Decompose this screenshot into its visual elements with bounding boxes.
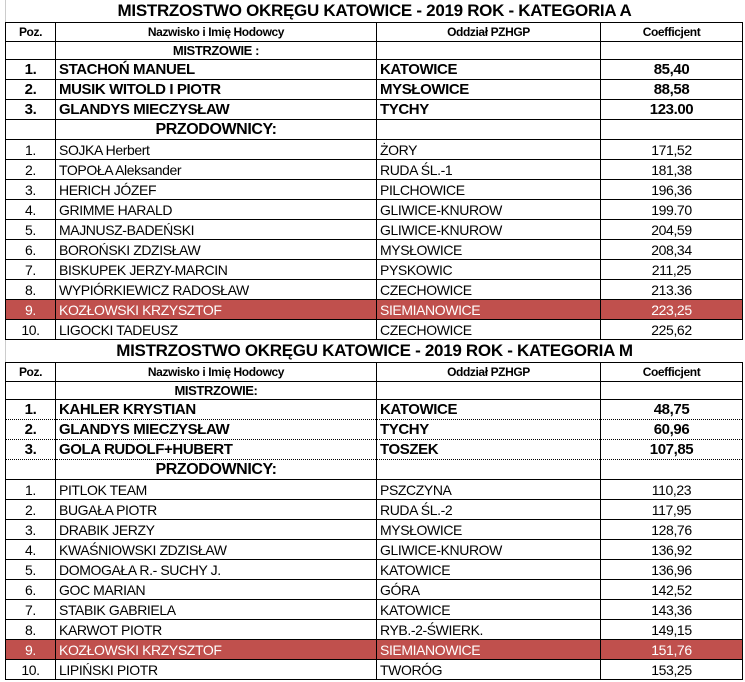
position-cell: 1. <box>6 60 56 80</box>
table-row <box>6 600 743 620</box>
breeder-name-cell: STACHOŃ MANUEL <box>56 60 377 80</box>
masters-label: MISTRZOWIE : <box>56 42 377 60</box>
table-row <box>6 220 743 240</box>
breeder-name-cell: MAJNUSZ-BADEŃSKI <box>56 220 377 240</box>
category-section <box>0 0 745 340</box>
breeder-name-cell: KWAŚNIOWSKI ZDZISŁAW <box>56 540 377 560</box>
table-row <box>6 320 743 340</box>
branch-cell: TYCHY <box>377 420 601 440</box>
coefficient-cell: 196,36 <box>601 180 743 200</box>
coefficient-cell: 60,96 <box>601 420 743 440</box>
table-row <box>6 200 743 220</box>
branch-cell: MYSŁOWICE <box>377 80 601 100</box>
position-cell: 5. <box>6 560 56 580</box>
position-cell: 6. <box>6 580 56 600</box>
position-cell: 2. <box>6 500 56 520</box>
branch-cell: TOSZEK <box>377 440 601 460</box>
branch-cell: MYSŁOWICE <box>377 240 601 260</box>
coefficient-cell: 142,52 <box>601 580 743 600</box>
table-row <box>6 500 743 520</box>
breeder-name-cell: GOLA RUDOLF+HUBERT <box>56 440 377 460</box>
breeder-name-cell: BISKUPEK JERZY-MARCIN <box>56 260 377 280</box>
coefficient-cell: 85,40 <box>601 60 743 80</box>
branch-cell: GLIWICE-KNUROW <box>377 200 601 220</box>
coefficient-cell: 88,58 <box>601 80 743 100</box>
highlighted-row <box>6 640 743 660</box>
column-header: Poz. <box>6 363 56 382</box>
table-row <box>6 140 743 160</box>
branch-cell: GÓRA <box>377 580 601 600</box>
branch-cell: GLIWICE-KNUROW <box>377 220 601 240</box>
position-cell: 4. <box>6 200 56 220</box>
column-header: Nazwisko i Imię Hodowcy <box>56 363 377 382</box>
branch-cell: TWORÓG <box>377 660 601 680</box>
branch-cell: RUDA ŚL.-2 <box>377 500 601 520</box>
master-row <box>6 80 743 100</box>
leaders-label: PRZODOWNICY: <box>56 460 377 480</box>
breeder-name-cell: HERICH JÓZEF <box>56 180 377 200</box>
branch-cell: MYSŁOWICE <box>377 520 601 540</box>
breeder-name-cell: WYPIÓRKIEWICZ RADOSŁAW <box>56 280 377 300</box>
branch-cell: KATOWICE <box>377 600 601 620</box>
position-cell: 10. <box>6 660 56 680</box>
branch-cell: PILCHOWICE <box>377 180 601 200</box>
coefficient-cell: 204,59 <box>601 220 743 240</box>
column-header: Coefficjent <box>601 23 743 42</box>
position-cell: 2. <box>6 160 56 180</box>
branch-cell: SIEMIANOWICE <box>377 300 601 320</box>
coefficient-cell: 211,25 <box>601 260 743 280</box>
coefficient-cell: 128,76 <box>601 520 743 540</box>
coefficient-cell: 117,95 <box>601 500 743 520</box>
branch-cell: RYB.-2-ŚWIERK. <box>377 620 601 640</box>
column-header: Oddział PZHGP <box>377 363 601 382</box>
branch-cell: TYCHY <box>377 100 601 120</box>
breeder-name-cell: KOZŁOWSKI KRZYSZTOF <box>56 300 377 320</box>
position-cell: 3. <box>6 180 56 200</box>
position-cell: 9. <box>6 640 56 660</box>
section-title: MISTRZOSTWO OKRĘGU KATOWICE - 2019 ROK - KATEGORIA A <box>5 0 743 22</box>
category-section <box>0 340 745 680</box>
breeder-name-cell: GLANDYS MIECZYSŁAW <box>56 100 377 120</box>
breeder-name-cell: STABIK GABRIELA <box>56 600 377 620</box>
position-cell: 3. <box>6 100 56 120</box>
ranking-table <box>5 362 743 680</box>
branch-cell: KATOWICE <box>377 400 601 420</box>
position-cell: 2. <box>6 80 56 100</box>
masters-label-row <box>6 42 743 60</box>
position-cell: 5. <box>6 220 56 240</box>
breeder-name-cell: KARWOT PIOTR <box>56 620 377 640</box>
coefficient-cell: 151,76 <box>601 640 743 660</box>
column-header: Coefficjent <box>601 363 743 382</box>
coefficient-cell: 213.36 <box>601 280 743 300</box>
coefficient-cell: 199.70 <box>601 200 743 220</box>
branch-cell: RUDA ŚL.-1 <box>377 160 601 180</box>
table-row <box>6 180 743 200</box>
position-cell: 1. <box>6 400 56 420</box>
table-row <box>6 540 743 560</box>
coefficient-cell: 171,52 <box>601 140 743 160</box>
branch-cell: KATOWICE <box>377 560 601 580</box>
leaders-label: PRZODOWNICY: <box>56 120 377 140</box>
coefficient-cell: 153,25 <box>601 660 743 680</box>
masters-label: MISTRZOWIE: <box>56 382 377 400</box>
ranking-table <box>5 22 743 340</box>
column-header: Poz. <box>6 23 56 42</box>
leaders-label-row <box>6 120 743 140</box>
master-row <box>6 100 743 120</box>
coefficient-cell: 123.00 <box>601 100 743 120</box>
branch-cell: GLIWICE-KNUROW <box>377 540 601 560</box>
breeder-name-cell: GOC MARIAN <box>56 580 377 600</box>
master-row <box>6 400 743 420</box>
coefficient-cell: 136,92 <box>601 540 743 560</box>
position-cell: 1. <box>6 140 56 160</box>
breeder-name-cell: SOJKA Herbert <box>56 140 377 160</box>
branch-cell: CZECHOWICE <box>377 280 601 300</box>
branch-cell: ŻORY <box>377 140 601 160</box>
column-header: Nazwisko i Imię Hodowcy <box>56 23 377 42</box>
table-row <box>6 480 743 500</box>
breeder-name-cell: BOROŃSKI ZDZISŁAW <box>56 240 377 260</box>
coefficient-cell: 136,96 <box>601 560 743 580</box>
coefficient-cell: 143,36 <box>601 600 743 620</box>
position-cell: 1. <box>6 480 56 500</box>
position-cell: 7. <box>6 260 56 280</box>
position-cell: 3. <box>6 520 56 540</box>
column-header: Oddział PZHGP <box>377 23 601 42</box>
section-title: MISTRZOSTWO OKRĘGU KATOWICE - 2019 ROK - KATEGORIA M <box>5 340 743 362</box>
header-row <box>6 23 743 42</box>
coefficient-cell: 110,23 <box>601 480 743 500</box>
table-row <box>6 520 743 540</box>
breeder-name-cell: LIPIŃSKI PIOTR <box>56 660 377 680</box>
table-row <box>6 240 743 260</box>
branch-cell: SIEMIANOWICE <box>377 640 601 660</box>
table-row <box>6 280 743 300</box>
position-cell: 3. <box>6 440 56 460</box>
breeder-name-cell: MUSIK WITOLD I PIOTR <box>56 80 377 100</box>
master-row <box>6 60 743 80</box>
breeder-name-cell: GLANDYS MIECZYSŁAW <box>56 420 377 440</box>
position-cell: 8. <box>6 280 56 300</box>
breeder-name-cell: KAHLER KRYSTIAN <box>56 400 377 420</box>
branch-cell: PYSKOWIC <box>377 260 601 280</box>
coefficient-cell: 181,38 <box>601 160 743 180</box>
master-row <box>6 440 743 460</box>
breeder-name-cell: LIGOCKI TADEUSZ <box>56 320 377 340</box>
coefficient-cell: 223,25 <box>601 300 743 320</box>
position-cell: 8. <box>6 620 56 640</box>
position-cell: 9. <box>6 300 56 320</box>
masters-label-row <box>6 382 743 400</box>
position-cell: 4. <box>6 540 56 560</box>
table-row <box>6 160 743 180</box>
table-row <box>6 560 743 580</box>
branch-cell: PSZCZYNA <box>377 480 601 500</box>
breeder-name-cell: GRIMME HARALD <box>56 200 377 220</box>
breeder-name-cell: TOPOŁA Aleksander <box>56 160 377 180</box>
highlighted-row <box>6 300 743 320</box>
table-row <box>6 260 743 280</box>
coefficient-cell: 225,62 <box>601 320 743 340</box>
branch-cell: CZECHOWICE <box>377 320 601 340</box>
table-row <box>6 620 743 640</box>
coefficient-cell: 107,85 <box>601 440 743 460</box>
position-cell: 10. <box>6 320 56 340</box>
breeder-name-cell: DOMOGAŁA R.- SUCHY J. <box>56 560 377 580</box>
branch-cell: KATOWICE <box>377 60 601 80</box>
position-cell: 7. <box>6 600 56 620</box>
header-row <box>6 363 743 382</box>
coefficient-cell: 149,15 <box>601 620 743 640</box>
position-cell: 6. <box>6 240 56 260</box>
master-row <box>6 420 743 440</box>
table-row <box>6 580 743 600</box>
position-cell: 2. <box>6 420 56 440</box>
coefficient-cell: 48,75 <box>601 400 743 420</box>
table-row <box>6 660 743 680</box>
breeder-name-cell: KOZŁOWSKI KRZYSZTOF <box>56 640 377 660</box>
breeder-name-cell: PITLOK TEAM <box>56 480 377 500</box>
breeder-name-cell: BUGAŁA PIOTR <box>56 500 377 520</box>
leaders-label-row <box>6 460 743 480</box>
coefficient-cell: 208,34 <box>601 240 743 260</box>
breeder-name-cell: DRABIK JERZY <box>56 520 377 540</box>
